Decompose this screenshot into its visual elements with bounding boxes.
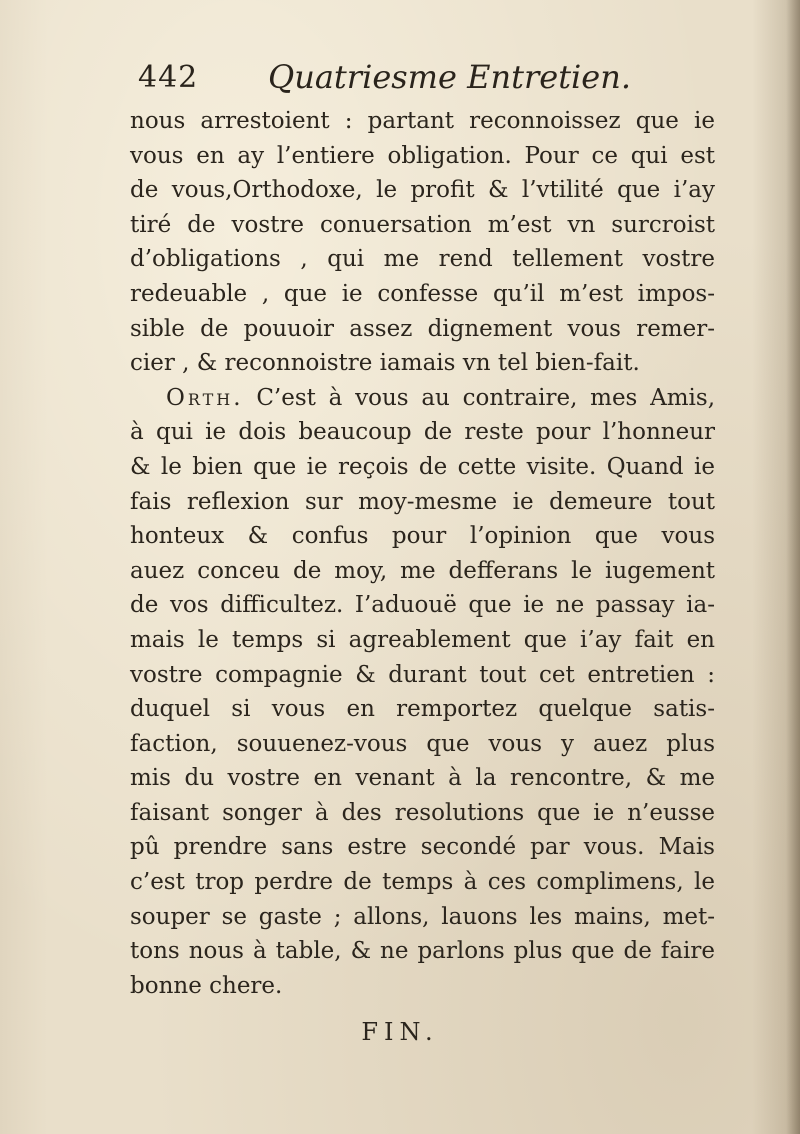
finis-mark: FIN. — [361, 1018, 439, 1046]
text-line: mais le temps si agreablement que i’ay fait en — [130, 626, 715, 653]
text-line: de vos difficultez. I’aduouë que ie ne passay ia- — [130, 592, 715, 619]
text-line: sible de pouuoir assez dignement vous remer- — [130, 315, 715, 342]
text-line: tiré de vostre conuersation m’est vn surcroist — [130, 211, 715, 238]
text-line: de vous,Orthodoxe, le profit & l’vtilité que i’ay — [130, 177, 715, 204]
page-number: 442 — [138, 60, 199, 95]
speech-first-line: C’est à vous au contraire, mes Amis, — [256, 384, 715, 411]
text-line: c’est trop perdre de temps à ces complimens, le — [130, 869, 715, 896]
text-line: honteux & confus pour l’opinion que vous — [130, 523, 715, 550]
text-line: fais reflexion sur moy-mesme ie demeure tout — [130, 488, 715, 515]
text-line: pû prendre sans estre secondé par vous. Mais — [130, 834, 715, 861]
running-head — [138, 56, 718, 102]
text-line: & le bien que ie reçois de cette visite. Quand ie — [130, 453, 715, 480]
text-line: faction, souuenez-vous que vous y auez plus — [130, 730, 715, 757]
body-text — [130, 104, 715, 1003]
text-line: nous arrestoient : partant reconnoissez que ie — [130, 108, 715, 134]
text-line: bonne chere. — [130, 972, 283, 999]
text-line: mis du vostre en venant à la rencontre, & me — [130, 765, 715, 792]
text-line: à qui ie dois beaucoup de reste pour l’honneur — [130, 419, 715, 446]
text-line: vostre compagnie & durant tout cet entretien : — [130, 661, 715, 688]
text-line: vous en ay l’entiere obligation. Pour ce qui est — [130, 142, 715, 169]
speaker-name: Orth. — [166, 384, 244, 411]
text-line: souper se gaste ; allons, lauons les mains, met- — [130, 903, 715, 930]
text-line: auez conceu de moy, me defferans le iugement — [130, 557, 715, 584]
text-line: redeuable , que ie confesse qu’il m’est impos- — [130, 280, 715, 307]
text-line: faisant songer à des resolutions que ie n’eusse — [130, 799, 715, 826]
text-line: duquel si vous en remportez quelque satis- — [130, 696, 715, 723]
text-line: cier , & reconnoistre iamais vn tel bien-fait. — [130, 350, 640, 377]
running-title: Quatriesme Entretien. — [268, 58, 631, 96]
text-line: tons nous à table, & ne parlons plus que de faire — [130, 938, 715, 965]
page-edge-shadow — [786, 0, 800, 1134]
text-line: d’obligations , qui me rend tellement vostre — [130, 246, 715, 273]
speech-opening-line — [130, 381, 715, 416]
